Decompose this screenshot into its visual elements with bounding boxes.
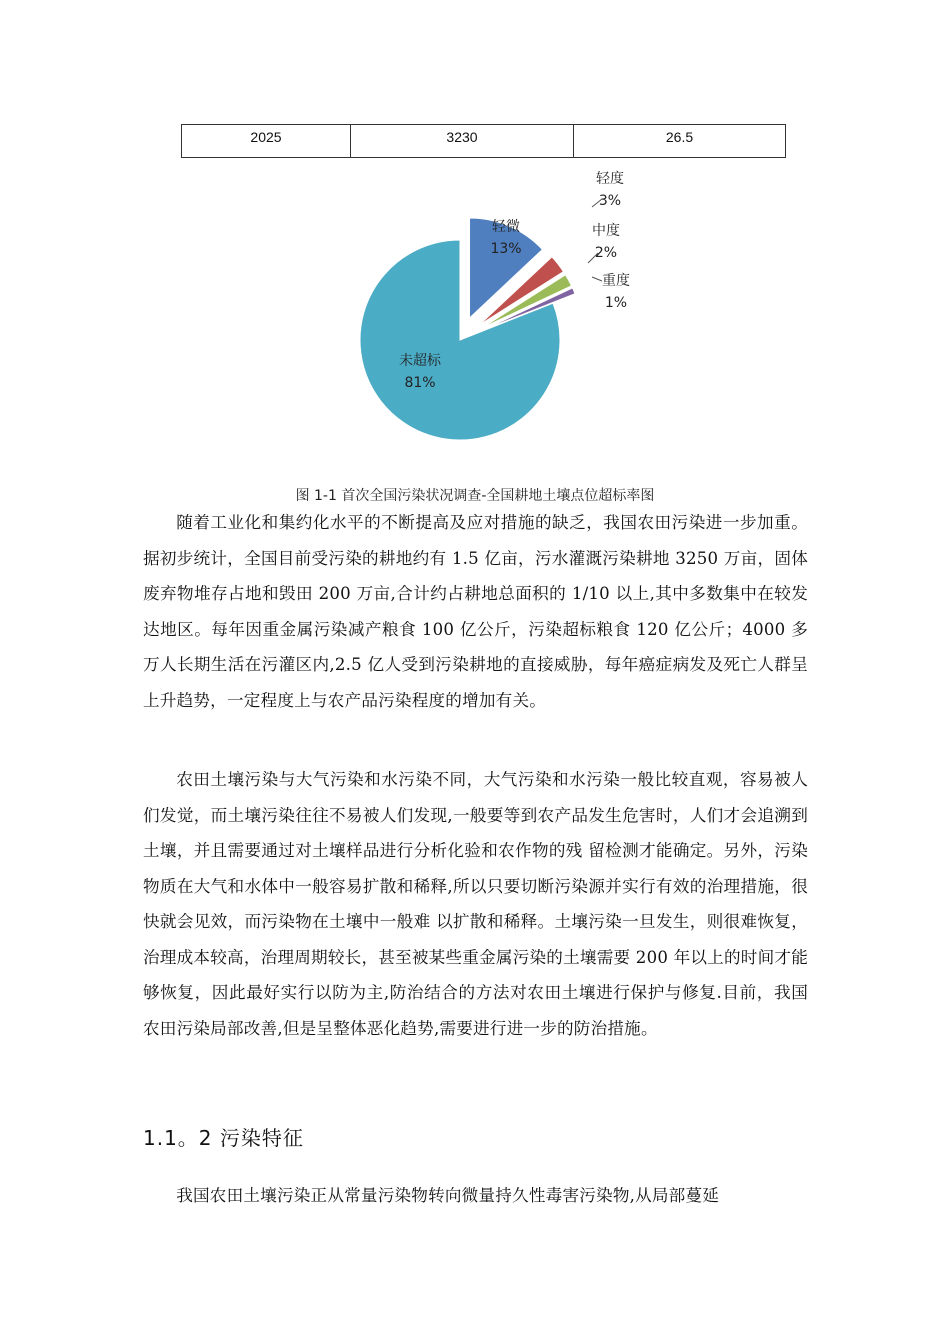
slice-label-1: 轻度 — [596, 171, 624, 187]
section-heading: 1.1。2 污染特征 — [143, 1126, 304, 1150]
pie-slice-4 — [360, 240, 560, 440]
slice-label-0: 轻微 — [492, 219, 520, 235]
data-table-row — [181, 124, 786, 158]
slice-value-label-3: 1% — [604, 295, 628, 311]
slice-value-label-4: 81% — [404, 375, 436, 391]
slice-label-3: 重度 — [602, 273, 630, 289]
table-cell-value: 3230 — [351, 125, 574, 157]
pie-chart — [330, 165, 650, 455]
table-cell-year: 2025 — [182, 125, 351, 157]
slice-value-label-2: 2% — [594, 245, 618, 261]
paragraph-3: 我国农田土壤污染正从常量污染物转向微量持久性毒害污染物,从局部蔓延 — [176, 1186, 720, 1205]
slice-value-label-0: 13% — [490, 241, 522, 257]
paragraph-2: 农田土壤污染与大气污染和水污染不同，大气污染和水污染一般比较直观，容易被人们发觉，而土壤污染往往不易被人们发现,一般要等到农产品发生危害时，人们才会追溯到土壤，并且需要通过对土壤样品进行分析化验和农作物的残 留检测才能确定。另外，污染物质在大气和水体中一般容易扩散和稀释,所以只要切断污染源并实行有效的治理措施，很快就会见效，而污染物在土壤中一般难 以扩散和稀释。土壤污染一旦发生，则很难恢复，治理成本较高，治理周期较长，甚至被某些重金属污染的土壤需要 200 年以上的时间才能够恢复，因此最好实行以防为主,防治结合的方法对农田土壤进行保护与修复.目前，我国农田污染局部改善,但是呈整体恶化趋势,需要进行进一步的防治措施。 — [143, 770, 809, 1038]
paragraph-1: 随着工业化和集约化水平的不断提高及应对措施的缺乏，我国农田污染进一步加重。据初步统计，全国目前受污染的耕地约有 1.5 亿亩，污水灌溉污染耕地 3250 万亩，固体废弃物堆存占地和毁田 200 万亩,合计约占耕地总面积的 1/10 以上,其中多数集中在较发达地区。每年因重金属污染减产粮食 100 亿公斤，污染超标粮食 120 亿公斤；4000 多万人长期生活在污灌区内,2.5 亿人受到污染耕地的直接威胁，每年癌症病发及死亡人群呈上升趋势，一定程度上与农产品污染程度的增加有关。 — [143, 513, 808, 710]
leader-line-3 — [592, 277, 602, 281]
slice-label-4: 未超标 — [399, 353, 441, 369]
slice-label-2: 中度 — [592, 223, 620, 239]
slice-value-label-1: 3% — [598, 193, 622, 209]
table-cell-rate: 26.5 — [665, 129, 694, 145]
figure-caption: 图 1-1 首次全国污染状况调查-全国耕地土壤点位超标率图 — [295, 488, 655, 504]
